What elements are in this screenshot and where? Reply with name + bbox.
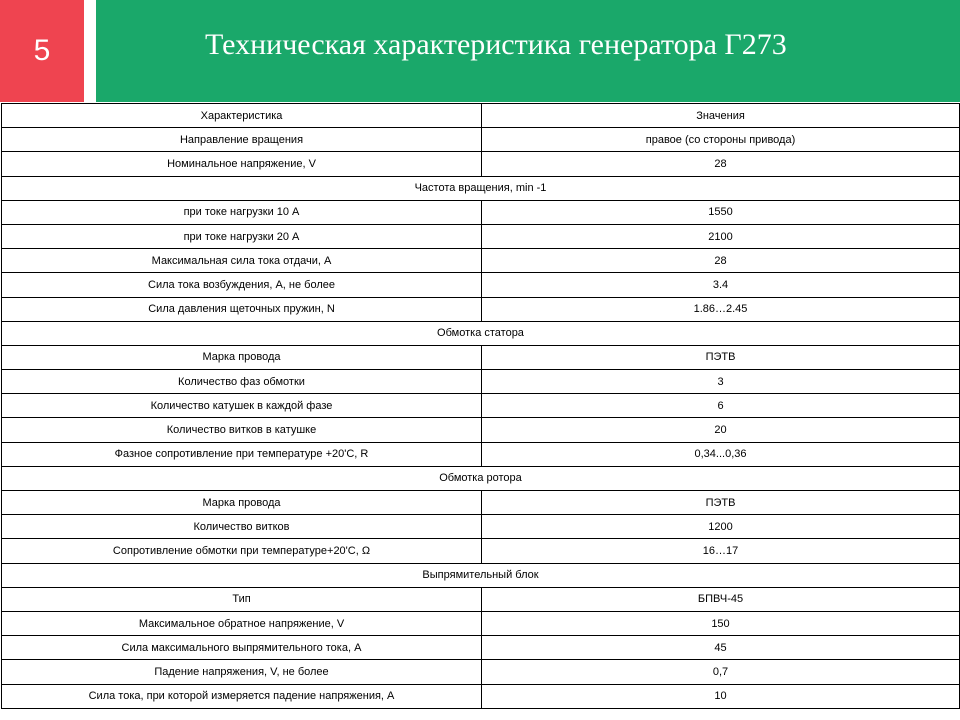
table-row bbox=[2, 611, 960, 635]
value-cell: 10 bbox=[482, 684, 960, 708]
page-title: Техническая характеристика генератора Г273 bbox=[205, 28, 787, 61]
table-row bbox=[2, 249, 960, 273]
parameter-cell: при токе нагрузки 10 А bbox=[2, 200, 482, 224]
table-row bbox=[2, 539, 960, 563]
section-header-cell: Выпрямительный блок bbox=[2, 563, 960, 587]
parameter-cell: Фазное сопротивление при температуре +20'С, R bbox=[2, 442, 482, 466]
parameter-cell: Максимальная сила тока отдачи, А bbox=[2, 249, 482, 273]
table-row bbox=[2, 152, 960, 176]
value-cell: 150 bbox=[482, 611, 960, 635]
parameter-cell: Направление вращения bbox=[2, 128, 482, 152]
parameter-cell: Сила давления щеточных пружин, N bbox=[2, 297, 482, 321]
parameter-cell: Падение напряжения, V, не более bbox=[2, 660, 482, 684]
value-cell: 1550 bbox=[482, 200, 960, 224]
table-row bbox=[2, 297, 960, 321]
value-cell: 2100 bbox=[482, 224, 960, 248]
table-row bbox=[2, 345, 960, 369]
value-cell: 20 bbox=[482, 418, 960, 442]
section-header-cell: Обмотка статора bbox=[2, 321, 960, 345]
value-cell: 3 bbox=[482, 370, 960, 394]
table-row bbox=[2, 394, 960, 418]
table-row bbox=[2, 442, 960, 466]
table-row bbox=[2, 587, 960, 611]
section-row bbox=[2, 466, 960, 490]
value-cell: 6 bbox=[482, 394, 960, 418]
parameter-cell: Количество катушек в каждой фазе bbox=[2, 394, 482, 418]
parameter-cell: Тип bbox=[2, 587, 482, 611]
value-cell: 28 bbox=[482, 152, 960, 176]
section-header-cell: Частота вращения, min -1 bbox=[2, 176, 960, 200]
value-cell: 0,34...0,36 bbox=[482, 442, 960, 466]
value-cell: 28 bbox=[482, 249, 960, 273]
value-cell: 1.86…2.45 bbox=[482, 297, 960, 321]
table-row bbox=[2, 660, 960, 684]
parameter-cell: Количество витков bbox=[2, 515, 482, 539]
table-row bbox=[2, 200, 960, 224]
table-row bbox=[2, 491, 960, 515]
spec-table bbox=[1, 103, 960, 709]
value-cell: 0,7 bbox=[482, 660, 960, 684]
parameter-cell: Количество витков в катушке bbox=[2, 418, 482, 442]
section-row bbox=[2, 563, 960, 587]
parameter-cell: Сила тока возбуждения, А, не более bbox=[2, 273, 482, 297]
value-cell: 16…17 bbox=[482, 539, 960, 563]
section-header-cell: Обмотка ротора bbox=[2, 466, 960, 490]
table-row bbox=[2, 273, 960, 297]
value-cell: Значения bbox=[482, 104, 960, 128]
section-row bbox=[2, 176, 960, 200]
header-separator bbox=[84, 0, 96, 102]
value-cell: БПВЧ-45 bbox=[482, 587, 960, 611]
value-cell: 45 bbox=[482, 636, 960, 660]
value-cell: 1200 bbox=[482, 515, 960, 539]
table-row bbox=[2, 370, 960, 394]
table-row bbox=[2, 515, 960, 539]
value-cell: ПЭТВ bbox=[482, 345, 960, 369]
parameter-cell: Сопротивление обмотки при температуре+20'С, Ω bbox=[2, 539, 482, 563]
table-row bbox=[2, 636, 960, 660]
value-cell: правое (со стороны привода) bbox=[482, 128, 960, 152]
parameter-cell: при токе нагрузки 20 А bbox=[2, 224, 482, 248]
value-cell: ПЭТВ bbox=[482, 491, 960, 515]
parameter-cell: Номинальное напряжение, V bbox=[2, 152, 482, 176]
slide-number: 5 bbox=[0, 0, 84, 102]
parameter-cell: Марка провода bbox=[2, 345, 482, 369]
parameter-cell: Сила тока, при которой измеряется падение напряжения, А bbox=[2, 684, 482, 708]
section-row bbox=[2, 321, 960, 345]
parameter-cell: Максимальное обратное напряжение, V bbox=[2, 611, 482, 635]
parameter-cell: Марка провода bbox=[2, 491, 482, 515]
spec-table-body bbox=[2, 104, 960, 709]
table-row bbox=[2, 684, 960, 708]
table-row bbox=[2, 224, 960, 248]
parameter-cell: Сила максимального выпрямительного тока, А bbox=[2, 636, 482, 660]
value-cell: 3.4 bbox=[482, 273, 960, 297]
parameter-cell: Количество фаз обмотки bbox=[2, 370, 482, 394]
parameter-cell: Характеристика bbox=[2, 104, 482, 128]
table-row bbox=[2, 418, 960, 442]
table-row bbox=[2, 128, 960, 152]
table-row bbox=[2, 104, 960, 128]
